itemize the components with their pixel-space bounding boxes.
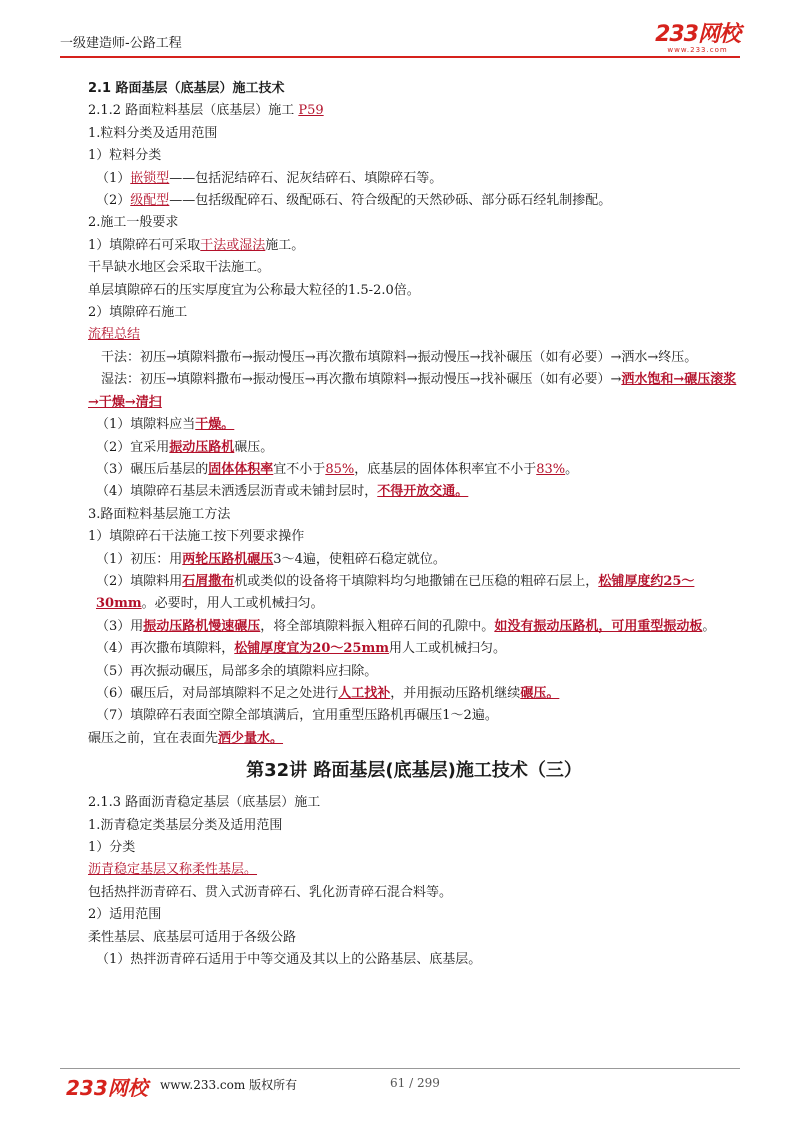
text-line: （2）级配型——包括级配碎石、级配砾石、符合级配的天然砂砾、部分砾石经轧制掺配。 xyxy=(96,193,612,209)
page-number: 61 / 299 xyxy=(390,1076,440,1090)
text-line: （4）再次撒布填隙料，松铺厚度宜为20～25mm用人工或机械扫匀。 xyxy=(96,641,506,657)
text-line: （6）碾压后，对局部填隙料不足之处进行人工找补，并用振动压路机继续碾压。 xyxy=(96,685,560,701)
section-heading: 2.1 路面基层（底基层）施工技术 xyxy=(88,81,285,96)
text-line: 1.粒料分类及适用范围 xyxy=(88,125,218,141)
text-line: （3）碾压后基层的固体体积率宜不小于85%，底基层的固体体积率宜不小于83%。 xyxy=(96,461,579,477)
text-line: （2）填隙料用石屑撒布机或类似的设备将干填隙料均匀地撒铺在已压稳的粗碎石层上，松铺厚度约25～30mm。必要时，用人工或机械扫匀。 xyxy=(96,573,695,612)
document-body xyxy=(88,78,740,971)
text-line: （1）初压：用两轮压路机碾压3～4遍，使粗碎石稳定就位。 xyxy=(96,551,446,567)
footer-logo: 233网校 xyxy=(66,1076,148,1100)
brand-url: www.233.com xyxy=(667,46,728,54)
text-line: （3）用振动压路机慢速碾压，将全部填隙料振入粗碎石间的孔隙中。如没有振动压路机，可用重型振动板。 xyxy=(96,618,716,634)
text-line: 2.1.3 路面沥青稳定基层（底基层）施工 xyxy=(88,795,321,811)
page-reference-link[interactable]: P59 xyxy=(298,103,324,119)
text-line: 2）适用范围 xyxy=(88,907,162,923)
header-divider xyxy=(60,56,740,58)
text-line: （5）再次振动碾压，局部多余的填隙料应扫除。 xyxy=(96,663,378,679)
text-line: 包括热拌沥青碎石、贯入式沥青碎石、乳化沥青碎石混合料等。 xyxy=(88,884,453,900)
footer-copyright: www.233.com 版权所有 xyxy=(160,1078,298,1092)
text-line: 1.沥青稳定类基层分类及适用范围 xyxy=(88,817,283,833)
text-line: 干旱缺水地区会采取干法施工。 xyxy=(88,260,271,276)
text-line: （7）填隙碎石表面空隙全部填满后，宜用重型压路机再碾压1～2遍。 xyxy=(96,708,498,724)
text-line: 单层填隙碎石的压实厚度宜为公称最大粒径的1.5-2.0倍。 xyxy=(88,282,420,298)
subsection-heading: 2.1.2 路面粒料基层（底基层）施工 P59 xyxy=(88,103,324,119)
text-line: 1）粒料分类 xyxy=(88,148,162,164)
page-footer xyxy=(60,1072,740,1098)
text-line: 1）填隙碎石干法施工按下列要求操作 xyxy=(88,529,305,545)
footer-divider xyxy=(60,1068,740,1069)
text-line: 干法：初压→填隙料撒布→振动慢压→再次撒布填隙料→振动慢压→找补碾压（如有必要）→洒水→终压。 xyxy=(101,349,698,365)
chapter-title: 第32讲 路面基层(底基层)施工技术（三） xyxy=(246,760,582,782)
text-line: 1）填隙碎石可采取干法或湿法施工。 xyxy=(88,237,305,253)
highlight-line: 流程总结 xyxy=(88,327,141,343)
text-line: 湿法：初压→填隙料撒布→振动慢压→再次撒布填隙料→振动慢压→找补碾压（如有必要）→洒水饱和→碾压滚浆→干燥→清扫 xyxy=(88,372,737,410)
highlight-line: 沥青稳定基层又称柔性基层。 xyxy=(88,862,258,878)
text-line: 柔性基层、底基层可适用于各级公路 xyxy=(88,929,297,945)
text-line: 碾压之前，宜在表面先洒少量水。 xyxy=(88,730,284,746)
brand-logo-text: 233网校 xyxy=(655,22,740,47)
text-line: 1）分类 xyxy=(88,840,136,855)
text-line: 2.施工一般要求 xyxy=(88,215,179,231)
text-line: （1）嵌锁型——包括泥结碎石、泥灰结碎石、填隙碎石等。 xyxy=(96,170,443,186)
text-line: （2）宜采用振动压路机碾压。 xyxy=(96,439,274,455)
text-line: （1）热拌沥青碎石适用于中等交通及其以上的公路基层、底基层。 xyxy=(96,952,482,968)
header-title: 一级建造师-公路工程 xyxy=(60,36,182,51)
text-line: 2）填隙碎石施工 xyxy=(88,305,188,321)
text-line: 3.路面粒料基层施工方法 xyxy=(88,506,231,522)
brand-logo[interactable] xyxy=(655,24,740,54)
text-line: （1）填隙料应当干燥。 xyxy=(96,417,235,433)
text-line: （4）填隙碎石基层未洒透层沥青或未铺封层时，不得开放交通。 xyxy=(96,484,469,500)
